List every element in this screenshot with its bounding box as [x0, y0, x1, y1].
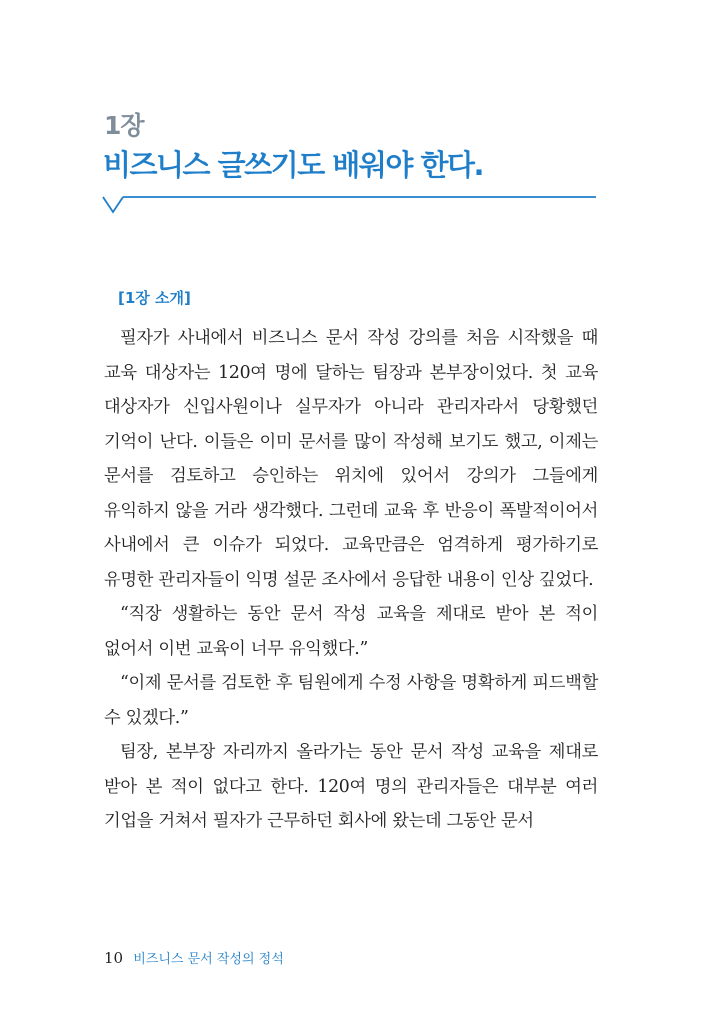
title-rule-divider	[102, 193, 596, 217]
body-text	[104, 321, 598, 839]
paragraph-3: “이제 문서를 검토한 후 팀원에게 수정 사항을 명확하게 피드백할 수 있겠다.”	[104, 673, 598, 728]
paragraph-1: 필자가 사내에서 비즈니스 문서 작성 강의를 처음 시작했을 때 교육 대상자는 120여 명에 달하는 팀장과 본부장이었다. 첫 교육 대상자가 신입사원이나 실무자가 아니라 관리자라서 당황했던 기억이 난다. 이들은 이미 문서를 많이 작성해 보기도 했고, 이제는 문서를 검토하고 승인하는 위치에 있어서 강의가 그들에게 유익하지 않을 거라 생각했다. 그런데 교육 후 반응이 폭발적이어서 사내에서 큰 이슈가 되었다. 교육만큼은 엄격하게 평가하기로 유명한 관리자들이 익명 설문 조사에서 응답한 내용이 인상 깊었다.	[104, 328, 598, 590]
paragraph-4: 팀장, 본부장 자리까지 올라가는 동안 문서 작성 교육을 제대로 받아 본 적이 없다고 한다. 120여 명의 관리자들은 대부분 여러 기업을 거쳐서 필자가 근무하던 회사에 왔는데 그동안 문서	[104, 742, 598, 831]
paragraph-2: “직장 생활하는 동안 문서 작성 교육을 제대로 받아 본 적이 없어서 이번 교육이 너무 유익했다.”	[104, 604, 598, 659]
footer-book-title: 비즈니스 문서 작성의 정석	[133, 952, 284, 967]
page-footer	[104, 948, 284, 967]
chapter-number: 1장	[104, 111, 144, 140]
chapter-title: 비즈니스 글쓰기도 배워야 한다.	[103, 148, 483, 182]
section-label: [1장 소개]	[118, 289, 191, 307]
page-number: 10	[104, 949, 124, 967]
